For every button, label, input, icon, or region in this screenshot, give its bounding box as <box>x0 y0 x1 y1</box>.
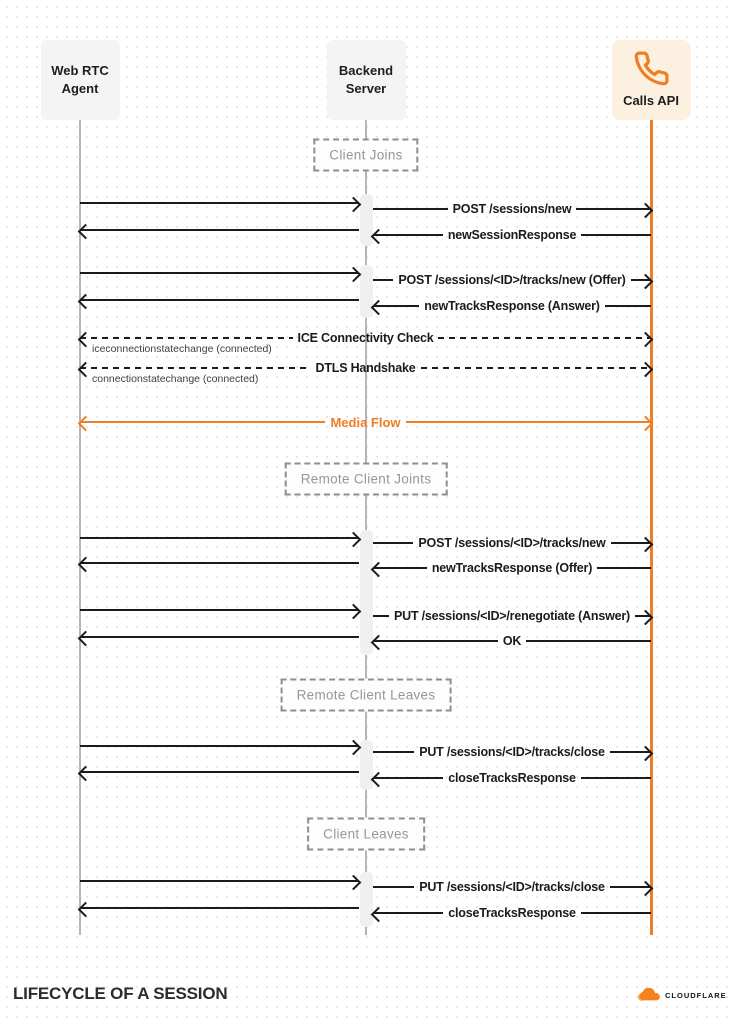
arrow-line <box>373 542 413 545</box>
phone-icon <box>633 50 670 87</box>
message-label: ICE Connectivity Check <box>297 331 434 345</box>
arrowhead-left-icon <box>371 228 387 244</box>
arrow-line <box>373 279 393 282</box>
message-arrow <box>373 534 651 552</box>
arrow-line <box>581 234 651 237</box>
arrow-line <box>80 771 359 774</box>
arrow-line <box>373 615 389 618</box>
actor-label: Backend <box>338 63 394 79</box>
arrow-line <box>80 880 359 883</box>
arrowhead-left-icon <box>78 331 94 347</box>
arrowhead-right-icon <box>346 739 362 755</box>
message-label: newSessionResponse <box>447 228 577 242</box>
arrow-line <box>80 562 359 565</box>
message-note: iceconnectionstatechange (connected) <box>92 343 272 355</box>
message-arrow <box>80 554 359 572</box>
message-label: closeTracksResponse <box>448 906 576 920</box>
arrow-line <box>581 912 651 915</box>
actor-box-backend-server <box>327 40 406 120</box>
activation-bar <box>360 265 373 318</box>
arrowhead-left-icon <box>78 765 94 781</box>
arrowhead-left-icon <box>78 556 94 572</box>
message-arrow <box>373 559 651 577</box>
arrowhead-right-icon <box>346 874 362 890</box>
arrowhead-right-icon <box>638 415 654 431</box>
message-label: PUT /sessions/<ID>/renegotiate (Answer) <box>393 609 631 623</box>
brand-name: CLOUDFLARE <box>665 991 727 1000</box>
phase-box: Remote Client Leaves <box>281 679 452 712</box>
message-label: POST /sessions/new <box>452 202 572 216</box>
arrow-line <box>80 229 359 232</box>
message-arrow <box>373 271 651 289</box>
message-label: PUT /sessions/<ID>/tracks/close <box>419 745 605 759</box>
message-arrow <box>80 529 359 547</box>
actor-label: Agent <box>61 81 99 96</box>
arrow-line <box>406 421 651 424</box>
arrowhead-left-icon <box>78 415 94 431</box>
arrow-line <box>80 636 359 639</box>
message-label: DTLS Handshake <box>315 361 416 375</box>
message-label: closeTracksResponse <box>448 771 576 785</box>
arrowhead-left-icon <box>371 906 387 922</box>
actor-box-web-rtc-agent <box>41 40 120 120</box>
arrow-line <box>80 299 359 302</box>
message-arrow <box>373 226 651 244</box>
arrow-line <box>597 567 651 570</box>
phase-box: Remote Client Joints <box>285 463 448 496</box>
message-label: newTracksResponse (Offer) <box>431 561 593 575</box>
phase-box: Client Leaves <box>307 818 425 851</box>
actor-label: Web RTC <box>51 63 109 79</box>
message-arrow <box>80 194 359 212</box>
arrowhead-right-icon <box>638 745 654 761</box>
arrow-line <box>80 367 311 370</box>
arrowhead-right-icon <box>638 880 654 896</box>
message-arrow <box>373 200 651 218</box>
arrow-line <box>373 208 448 211</box>
message-arrow <box>373 769 651 787</box>
arrow-line <box>80 609 359 612</box>
message-label: newTracksResponse (Answer) <box>424 299 600 313</box>
page-title: LIFECYCLE OF A SESSION <box>13 984 228 1003</box>
message-label: POST /sessions/<ID>/tracks/new (Offer) <box>398 273 626 287</box>
arrowhead-right-icon <box>638 361 654 377</box>
arrowhead-left-icon <box>78 901 94 917</box>
message-arrow <box>373 607 651 625</box>
arrowhead-left-icon <box>371 561 387 577</box>
arrowhead-left-icon <box>371 771 387 787</box>
message-arrow <box>80 221 359 239</box>
message-label: PUT /sessions/<ID>/tracks/close <box>419 880 605 894</box>
arrowhead-right-icon <box>346 196 362 212</box>
arrowhead-left-icon <box>371 299 387 315</box>
arrow-line <box>605 305 651 308</box>
arrowhead-right-icon <box>638 273 654 289</box>
message-arrow <box>80 413 651 431</box>
arrow-line <box>80 421 325 424</box>
message-arrow <box>80 763 359 781</box>
message-arrow <box>80 264 359 282</box>
message-arrow <box>373 632 651 650</box>
activation-bar <box>360 872 373 927</box>
arrow-line <box>373 640 498 643</box>
arrowhead-right-icon <box>638 202 654 218</box>
arrow-line <box>581 777 651 780</box>
arrowhead-left-icon <box>371 634 387 650</box>
message-note: connectionstatechange (connected) <box>92 373 259 385</box>
arrow-line <box>373 751 414 754</box>
arrowhead-right-icon <box>638 536 654 552</box>
arrowhead-right-icon <box>346 266 362 282</box>
message-arrow <box>80 899 359 917</box>
message-arrow <box>80 872 359 890</box>
arrow-line <box>438 337 651 340</box>
arrowhead-right-icon <box>346 603 362 619</box>
cloudflare-cloud-icon <box>636 988 662 1003</box>
arrow-line <box>80 272 359 275</box>
arrowhead-left-icon <box>78 361 94 377</box>
arrow-line <box>80 202 359 205</box>
arrow-line <box>80 337 293 340</box>
message-arrow <box>80 737 359 755</box>
message-arrow <box>80 601 359 619</box>
message-label: OK <box>502 634 522 648</box>
arrowhead-right-icon <box>638 331 654 347</box>
arrow-line <box>421 367 652 370</box>
activation-bar <box>360 530 373 655</box>
message-arrow <box>80 291 359 309</box>
actor-label: Server <box>345 81 387 96</box>
arrowhead-right-icon <box>638 609 654 625</box>
message-label: Media Flow <box>330 414 401 430</box>
arrow-line <box>80 537 359 540</box>
cloudflare-logo <box>636 988 727 1003</box>
message-arrow <box>373 878 651 896</box>
actor-label: Calls API <box>623 93 679 109</box>
arrowhead-left-icon <box>78 293 94 309</box>
message-label: POST /sessions/<ID>/tracks/new <box>418 536 606 550</box>
arrowhead-left-icon <box>78 630 94 646</box>
arrow-line <box>80 907 359 910</box>
message-arrow <box>80 628 359 646</box>
arrow-line <box>526 640 651 643</box>
actor-box-calls-api <box>612 40 691 120</box>
activation-bar <box>360 740 373 790</box>
arrowhead-right-icon <box>346 531 362 547</box>
arrowhead-left-icon <box>78 223 94 239</box>
arrow-line <box>80 745 359 748</box>
arrow-line <box>373 886 414 889</box>
message-arrow <box>373 743 651 761</box>
lifeline-web-rtc-agent <box>79 120 81 935</box>
message-arrow <box>373 297 651 315</box>
message-arrow <box>373 904 651 922</box>
activation-bar <box>360 194 373 246</box>
phase-box: Client Joins <box>313 139 418 172</box>
